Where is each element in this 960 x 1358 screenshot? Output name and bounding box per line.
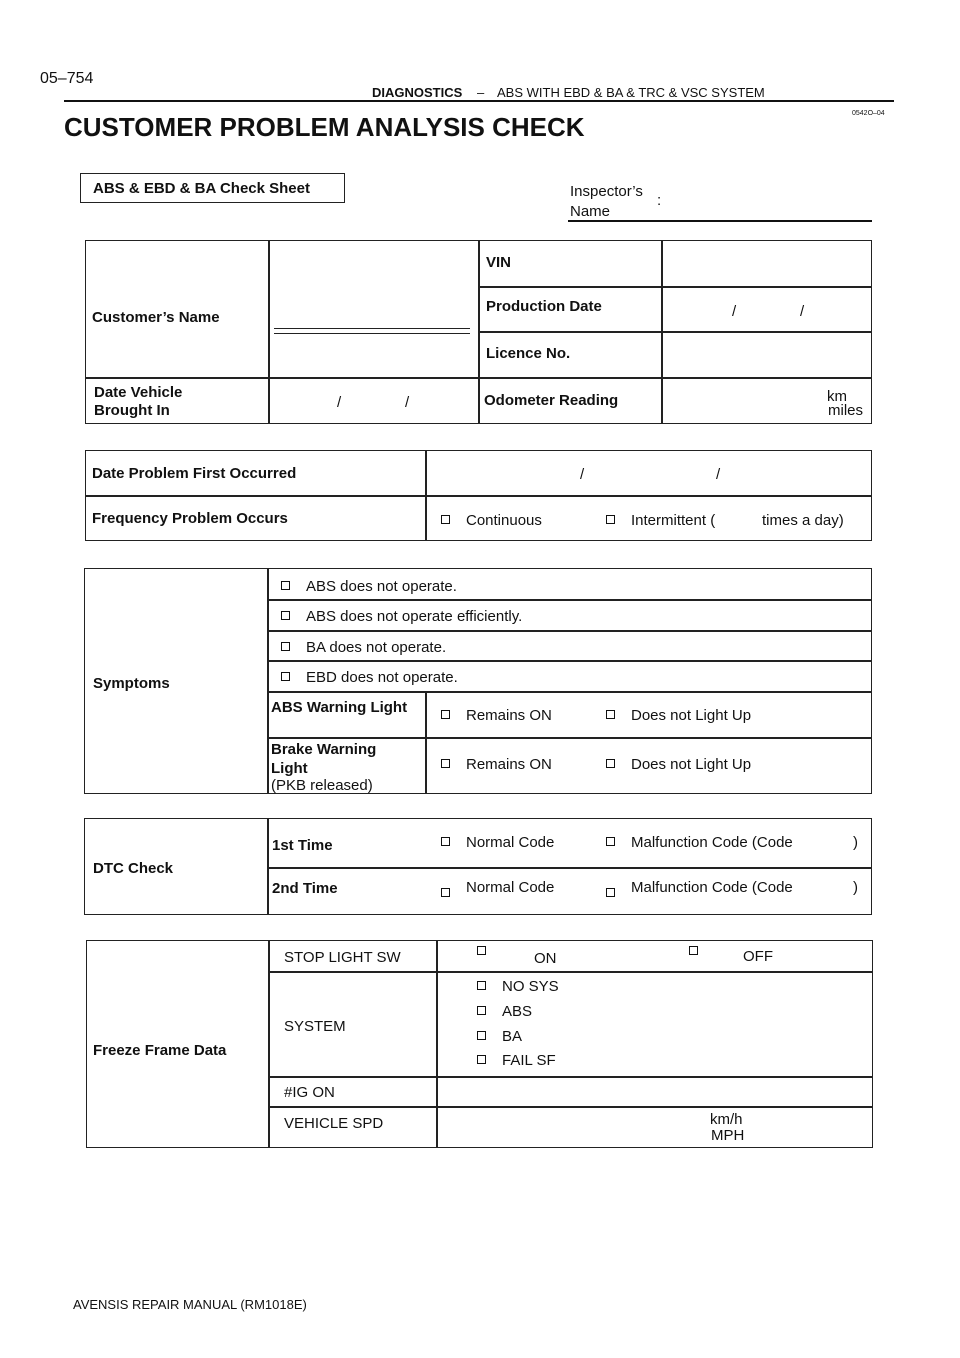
not-light-up-label: Does not Light Up [631,707,752,724]
page-title: CUSTOMER PROBLEM ANALYSIS CHECK [64,112,585,142]
stop-light-off-option[interactable] [689,946,773,963]
first-occurred-label: Date Problem First Occurred [92,465,297,482]
normal-code-label: Normal Code [466,834,555,851]
continuous-label: Continuous [466,512,542,529]
dtc-first-malfunction-option[interactable] [606,834,793,851]
checkbox-icon [441,837,450,846]
system-option-label: NO SYS [502,978,559,995]
checkbox-icon [477,1031,486,1040]
customer-name-label: Customer’s Name [92,309,220,326]
malfunction-code-label: Malfunction Code (Code [631,879,793,896]
header-section: DIAGNOSTICS [372,85,463,100]
symptoms-label: Symptoms [93,675,170,692]
system-option[interactable] [477,978,559,995]
header-subsection: ABS WITH EBD & BA & TRC & VSC SYSTEM [497,85,765,100]
times-a-day-label: times a day) [762,512,844,529]
checkbox-icon [281,611,290,620]
licence-no-label: Licence No. [486,345,571,362]
dtc-second-close-paren: ) [853,879,858,896]
not-light-up-label: Does not Light Up [631,756,752,773]
figure-code: 0542O–04 [852,110,885,117]
normal-code-label: Normal Code [466,879,555,896]
checkbox-icon [281,581,290,590]
vehicle-info-table [85,240,872,424]
brake-light-not-light-up-option[interactable] [606,756,751,773]
off-label: OFF [743,948,773,965]
date-brought-sep-2: / [405,394,410,411]
ig-on-field[interactable] [438,1078,872,1105]
checkbox-icon [477,946,486,955]
inspector-name-field[interactable] [568,220,872,222]
checkbox-icon [606,888,615,897]
stop-light-on-option[interactable] [477,946,557,967]
checkbox-icon [477,1006,486,1015]
customer-name-field[interactable] [270,241,476,375]
abs-light-not-light-up-option[interactable] [606,707,751,724]
production-date-sep-2: / [800,303,805,320]
checkbox-icon [441,515,450,524]
abs-warning-light-label: ABS Warning Light [271,699,408,716]
production-date-sep-1: / [732,303,737,320]
brake-warning-label-1: Brake Warning [271,741,377,758]
inspector-label-1: Inspector’s [570,183,643,200]
dtc-first-label: 1st Time [272,837,333,854]
on-label: ON [534,950,557,967]
sheet-label: ABS & EBD & BA Check Sheet [93,180,310,197]
ig-on-label: #IG ON [284,1084,335,1101]
page-number: 05–754 [40,70,94,87]
remains-on-label: Remains ON [466,756,552,773]
symptoms-table [84,568,872,794]
inspector-colon: : [657,192,662,209]
symptom-label: EBD does not operate. [306,669,458,686]
odometer-label: Odometer Reading [484,392,619,409]
brake-warning-label-3: (PKB released) [271,777,373,794]
dtc-first-close-paren: ) [853,834,858,851]
malfunction-code-label: Malfunction Code (Code [631,834,793,851]
checkbox-icon [606,710,615,719]
symptom-option[interactable] [281,578,457,595]
stop-light-sw-label: STOP LIGHT SW [284,949,401,966]
freeze-frame-label: Freeze Frame Data [93,1042,227,1059]
problem-occurrence-table [85,450,872,541]
dtc-check-table [84,818,872,915]
licence-no-field[interactable] [663,333,871,376]
system-label: SYSTEM [284,1018,346,1035]
odometer-unit-miles: miles [828,402,864,419]
first-occurred-sep-1: / [580,466,585,483]
checkbox-icon [281,672,290,681]
first-occurred-sep-2: / [716,466,721,483]
brake-warning-label-2: Light [271,760,308,777]
checkbox-icon [441,759,450,768]
checkbox-icon [606,837,615,846]
system-option[interactable] [477,1003,532,1020]
symptom-label: BA does not operate. [306,639,447,656]
vehicle-spd-unit-kmh: km/h [710,1111,743,1128]
symptom-option[interactable] [281,639,446,656]
symptom-option[interactable] [281,669,458,686]
continuous-option[interactable] [441,512,542,529]
checkbox-icon [477,1055,486,1064]
system-option[interactable] [477,1028,522,1045]
frequency-label: Frequency Problem Occurs [92,510,288,527]
dtc-check-label: DTC Check [93,860,174,877]
symptom-label: ABS does not operate efficiently. [306,608,523,625]
symptom-option[interactable] [281,608,522,625]
header-dash: – [477,85,485,100]
dtc-second-normal-option[interactable] [441,879,554,896]
odometer-unit-km: km [827,388,847,405]
intermittent-option[interactable] [606,512,715,529]
footer-manual-id: AVENSIS REPAIR MANUAL (RM1018E) [73,1297,307,1312]
system-option-label: BA [502,1028,523,1045]
checkbox-icon [441,710,450,719]
freeze-frame-table [86,940,873,1148]
date-brought-label-1: Date Vehicle [94,384,183,401]
checkbox-icon [477,981,486,990]
system-option-label: ABS [502,1003,533,1020]
vehicle-spd-unit-mph: MPH [711,1127,745,1144]
checkbox-icon [441,888,450,897]
vin-field[interactable] [663,241,871,285]
dtc-second-label: 2nd Time [272,880,338,897]
date-brought-sep-1: / [337,394,342,411]
system-option-label: FAIL SF [502,1052,556,1069]
checkbox-icon [281,642,290,651]
abs-light-remains-on-option[interactable] [441,707,552,724]
dtc-second-malfunction-option[interactable] [606,879,793,896]
remains-on-label: Remains ON [466,707,552,724]
checkbox-icon [606,759,615,768]
symptom-label: ABS does not operate. [306,578,457,595]
checkbox-icon [689,946,698,955]
vin-label: VIN [486,254,512,271]
production-date-label: Production Date [486,298,602,315]
vehicle-spd-label: VEHICLE SPD [284,1115,384,1132]
brake-light-remains-on-option[interactable] [441,756,552,773]
inspector-label-2: Name [570,203,611,220]
checkbox-icon [606,515,615,524]
date-brought-label-2: Brought In [94,402,170,419]
sheet-label-box [80,173,345,203]
intermittent-label: Intermittent ( [631,512,716,529]
system-option[interactable] [477,1052,556,1069]
dtc-first-normal-option[interactable] [441,834,554,851]
